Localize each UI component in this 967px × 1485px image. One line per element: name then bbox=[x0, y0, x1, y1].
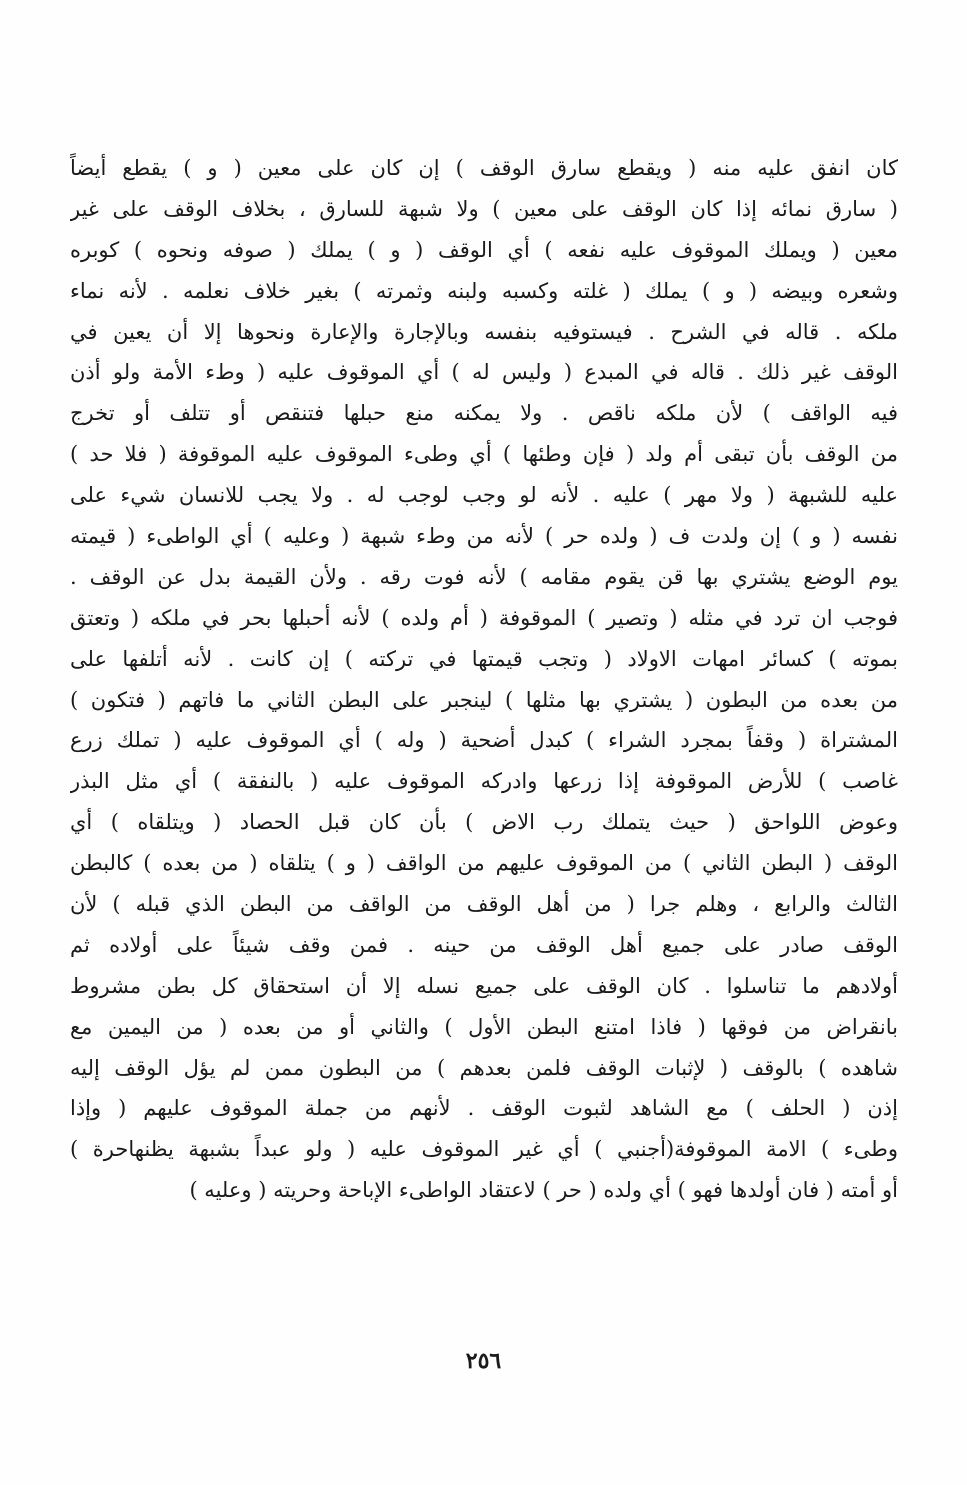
text-line-23: شاهده ) بالوقف ( لإثبات الوقف فلمن بعدهم ) من البطون ممن لم يؤل الوقف إليه bbox=[70, 1055, 898, 1080]
page-number: ٢٥٦ bbox=[465, 1348, 502, 1374]
text-line-24: إذن ( الحلف ) مع الشاهد لثبوت الوقف . لأنهم من جملة الموقوف عليهم ( وإذا bbox=[70, 1096, 898, 1121]
text-line-15: المشتراة ( وقفاً بمجرد الشراء ) كبدل أضحية ( وله ) أي الموقوف عليه ( تملك زرع bbox=[70, 728, 898, 753]
text-line-11: يوم الوضع يشتري بها قن يقوم مقامه ) لأنه فوت رقه . ولأن القيمة بدل عن الوقف . bbox=[70, 564, 898, 589]
text-line-2: ( سارق نمائه إذا كان الوقف على معين ) ولا شبهة للسارق ، بخلاف الوقف على غير bbox=[70, 196, 898, 221]
text-line-21: أولادهم ما تناسلوا . كان الوقف على جميع نسله إلا أن استحقاق كل بطن مشروط bbox=[70, 973, 898, 998]
text-line-13: بموته ) كسائر امهات الاولاد ( وتجب قيمتها في تركته ) إن كانت . لأنه أتلفها على bbox=[70, 646, 898, 671]
text-line-26: أو أمته ( فان أولدها فهو ) أي ولده ( حر ) لاعتقاد الواطىء الإباحة وحريته ( وعليه ) bbox=[189, 1178, 898, 1203]
text-line-7: فيه الواقف ) لأن ملكه ناقص . ولا يمكنه منع حبلها فتنقص أو تتلف أو تخرج bbox=[70, 401, 898, 426]
text-line-14: من بعده من البطون ( يشتري بها مثلها ) لينجبر على البطن الثاني ما فاتهم ( فتكون ) bbox=[70, 687, 898, 712]
text-line-4: وشعره وبيضه ( و ) يملك ( غلته وكسبه ولبنه وثمرته ) بغير خلاف نعلمه . لأنه نماء bbox=[70, 278, 898, 303]
text-line-8: من الوقف بأن تبقى أم ولد ( فإن وطئها ) أي وطىء الموقوف عليه الموقوفة ( فلا حد ) bbox=[70, 442, 898, 467]
text-line-1: كان انفق عليه منه ( ويقطع سارق الوقف ) إن كان على معين ( و ) يقطع أيضاً bbox=[70, 156, 898, 180]
text-line-25: وطىء ) الامة الموقوفة(أجنبي ) أي غير الموقوف عليه ( ولو عبداً بشبهة يظنهاحرة ) bbox=[70, 1137, 898, 1162]
text-line-20: الوقف صادر على جميع أهل الوقف من حينه . فمن وقف شيئاً على أولاده ثم bbox=[70, 932, 898, 957]
text-line-9: عليه للشبهة ( ولا مهر ) عليه . لأنه لو وجب لوجب له . ولا يجب للانسان شيء على bbox=[70, 483, 898, 508]
text-line-12: فوجب ان ترد في مثله ( وتصير ) الموقوفة ( أم ولده ) لأنه أحبلها بحر في ملكه ( وتعتق bbox=[70, 605, 898, 630]
body-text bbox=[70, 148, 898, 1211]
text-line-22: بانقراض من فوقها ( فاذا امتنع البطن الأول ) والثاني أو من بعده ( من اليمين مع bbox=[70, 1014, 898, 1039]
text-line-3: معين ( ويملك الموقوف عليه نفعه ) أي الوقف ( و ) يملك ( صوفه ونحوه ) كوبره bbox=[70, 237, 898, 262]
text-line-17: وعوض اللواحق ( حيث يتملك رب الاض ) بأن كان قبل الحصاد ( ويتلقاه ) أي bbox=[70, 810, 898, 835]
text-line-19: الثالث والرابع ، وهلم جرا ( من أهل الوقف من الواقف من البطن الذي قبله ) لأن bbox=[70, 892, 898, 917]
text-line-10: نفسه ( و ) إن ولدت ف ( ولده حر ) لأنه من وطء شبهة ( وعليه ) أي الواطىء ( قيمته bbox=[70, 524, 898, 549]
text-line-18: الوقف ( البطن الثاني ) من الموقوف عليهم من الواقف ( و ) يتلقاه ( من بعده ) كالبطن bbox=[70, 851, 898, 876]
text-line-6: الوقف غير ذلك . قاله في المبدع ( وليس له ) أي الموقوف عليه ( وطء الأمة ولو أذن bbox=[70, 360, 898, 385]
text-line-5: ملكه . قاله في الشرح . فيستوفيه بنفسه وبالإجارة والإعارة ونحوها إلا أن يعين في bbox=[70, 319, 898, 344]
text-line-16: غاصب ) للأرض الموقوفة إذا زرعها وادركه الموقوف عليه ( بالنفقة ) أي مثل البذر bbox=[70, 769, 898, 794]
